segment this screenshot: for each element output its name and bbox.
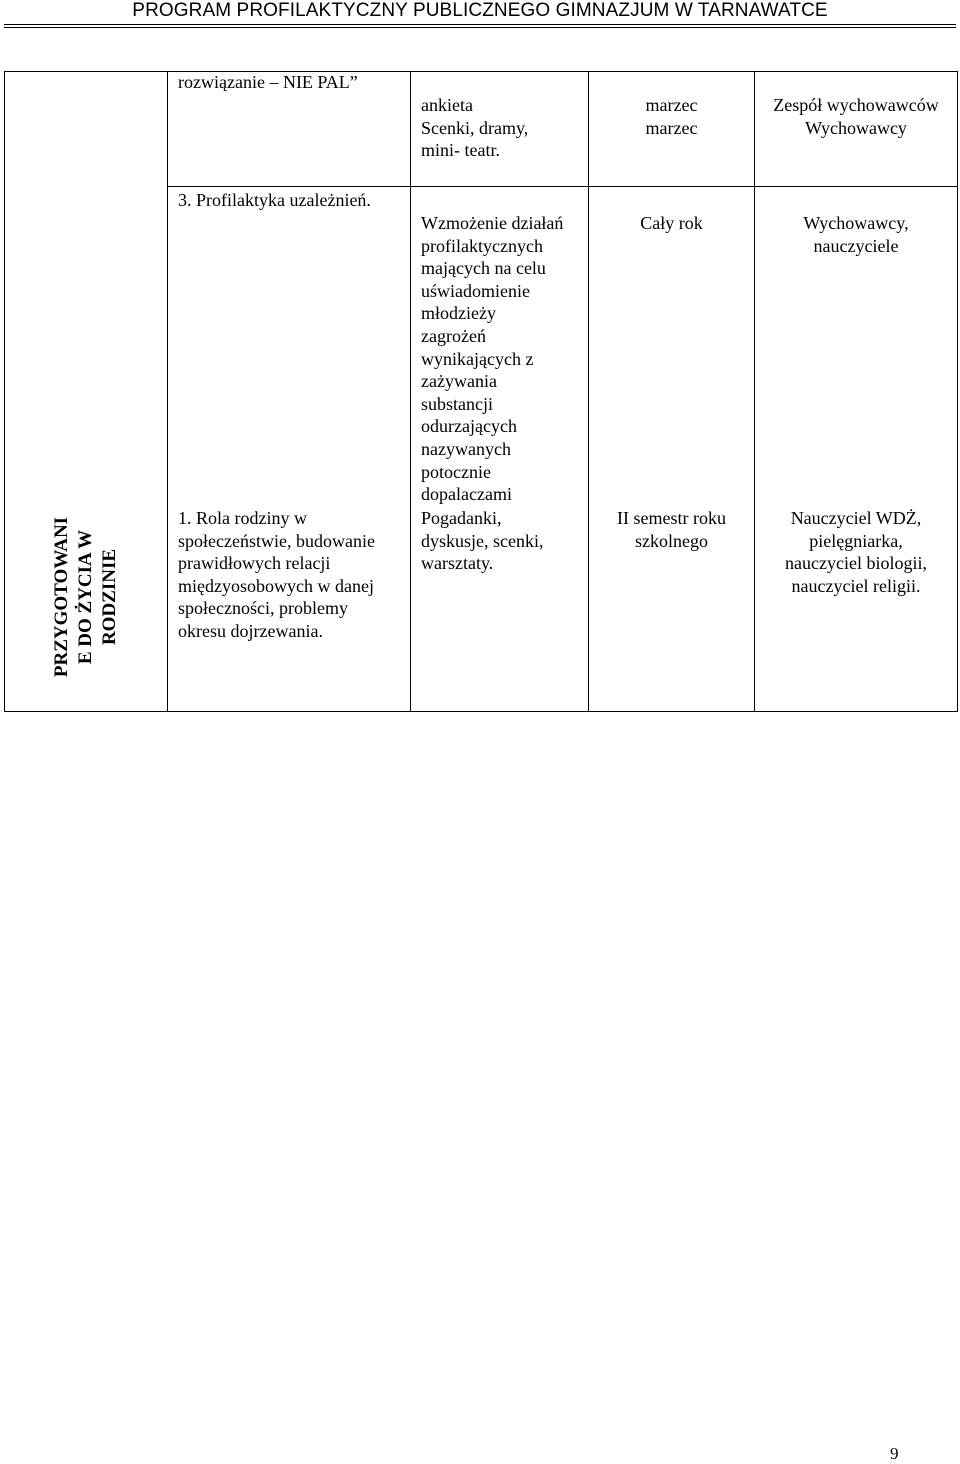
row1-terms — [589, 94, 754, 139]
row3-form-line: Pogadanki, — [421, 508, 502, 528]
table-col-divider-2 — [410, 71, 411, 712]
row3-term-line: II semestr roku — [617, 508, 726, 528]
table-border-left — [4, 71, 5, 712]
page-number: 9 — [890, 1444, 899, 1463]
row3-topic-line: społeczeństwie, budowanie — [178, 530, 375, 551]
row2-form-line: dopalaczami — [421, 484, 512, 505]
row1-term-line: marzec — [645, 95, 698, 115]
table-col-divider-1 — [167, 71, 168, 712]
table-row-divider — [167, 186, 958, 187]
row1-person-line: Wychowawcy — [805, 117, 907, 138]
table-border-right — [957, 71, 958, 712]
row3-topic-line: międzyosobowych w danej — [178, 575, 374, 596]
row3-people — [755, 507, 957, 597]
page-header — [0, 0, 960, 24]
row3-forms — [421, 507, 543, 575]
row2-form-line: profilaktycznych — [421, 235, 543, 256]
row1-term-line: marzec — [645, 117, 698, 138]
row2-form-line: uświadomienie — [421, 280, 530, 301]
section-label-line: RODZINIE — [99, 548, 120, 646]
row1-form-line: ankieta — [421, 95, 473, 115]
table-col-divider-3 — [588, 71, 589, 712]
row1-people — [755, 94, 957, 139]
table-border-bottom — [4, 711, 958, 712]
row2-form-line: wynikających z — [421, 348, 534, 369]
row1-person-line: Zespół wychowawców — [773, 95, 939, 115]
row2-form-line: zażywania — [421, 371, 497, 392]
row2-topic: 3. Profilaktyka uzależnień. — [178, 190, 371, 210]
row2-form-line: mających na celu — [421, 258, 546, 279]
row3-topic-line: 1. Rola rodziny w — [178, 508, 307, 528]
row2-term: Cały rok — [640, 213, 703, 233]
row3-form-line: warsztaty. — [421, 553, 494, 574]
row2-form-line: substancji — [421, 393, 493, 414]
row2-form-line: zagrożeń — [421, 325, 486, 346]
row2-people — [755, 212, 957, 257]
row2-form-line: odurzających — [421, 416, 517, 437]
row2-person-line: nauczyciele — [813, 235, 899, 256]
row1-form-line: Scenki, dramy, — [421, 117, 529, 138]
row3-person-line: pielęgniarka, — [809, 530, 903, 551]
header-title: PROGRAM PROFILAKTYCZNY PUBLICZNEGO GIMNAZJUM W TARNAWATCE — [132, 0, 828, 21]
row3-term-line: szkolnego — [635, 530, 708, 551]
row1-forms — [421, 94, 528, 162]
row3-person-line: Nauczyciel WDŻ, — [790, 508, 922, 528]
header-rule-top — [4, 24, 956, 25]
row2-person-line: Wychowawcy, — [803, 213, 909, 233]
row3-form-line: dyskusje, scenki, — [421, 530, 544, 551]
row3-term — [589, 507, 754, 552]
row3-person-line: nauczyciel religii. — [791, 575, 921, 596]
table-col-divider-4 — [754, 71, 755, 712]
section-label-line: E DO ŻYCIA W — [75, 529, 96, 665]
row1-topic: rozwiązanie – NIE PAL” — [178, 72, 358, 92]
row2-form-line: potocznie — [421, 461, 491, 482]
row2-forms — [421, 212, 563, 506]
row3-topic-line: prawidłowych relacji — [178, 553, 331, 574]
row2-form-line: młodzieży — [421, 303, 496, 324]
row2-form-line: Wzmożenie działań — [421, 213, 564, 233]
table-border-top — [4, 71, 958, 72]
row3-topic-line: okresu dojrzewania. — [178, 620, 323, 641]
row3-topic-line: społeczności, problemy — [178, 598, 348, 619]
row1-form-line: mini- teatr. — [421, 140, 500, 161]
row3-topic — [178, 507, 375, 643]
row2-form-line: nazywanych — [421, 438, 511, 459]
row3-person-line: nauczyciel biologii, — [785, 553, 927, 574]
section-label-line: PRZYGOTOWANI — [51, 516, 72, 678]
header-rule-bottom — [4, 27, 956, 28]
